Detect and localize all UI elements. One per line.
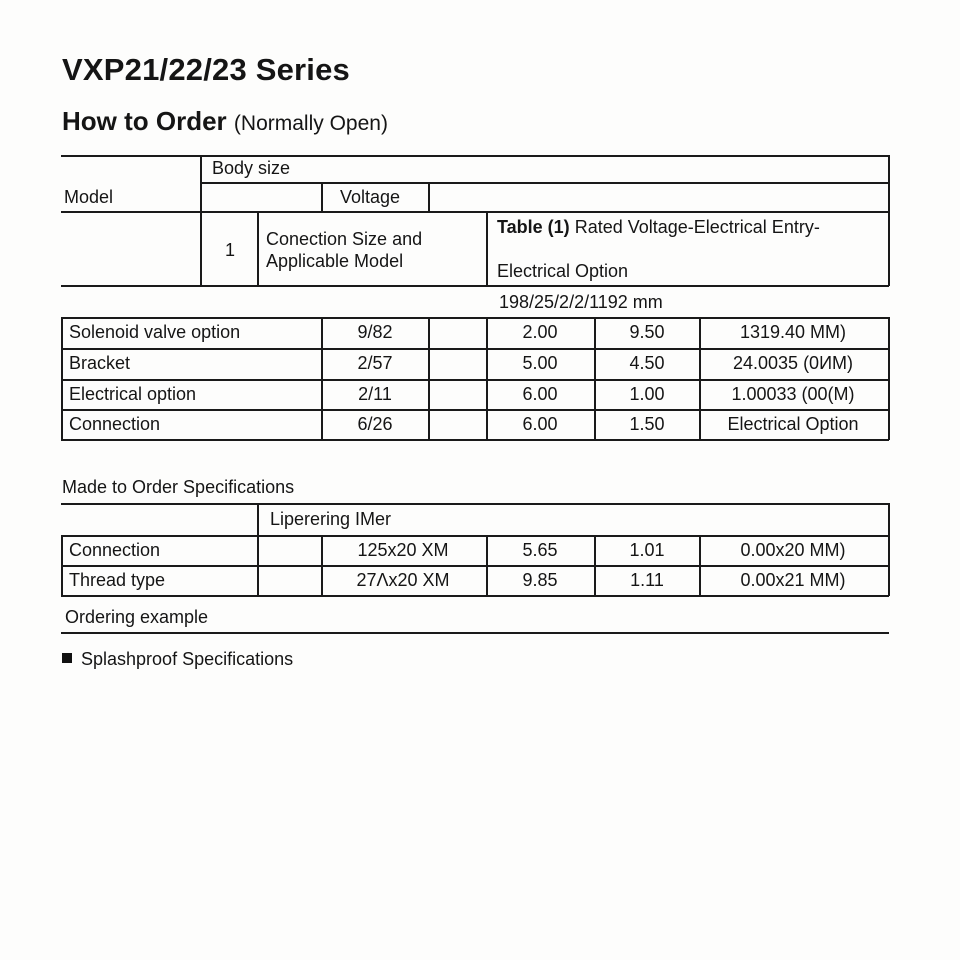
option-value-3: Electrical Option [727, 414, 859, 434]
mto-value-2: 1.01 [629, 540, 665, 560]
option-ratio: 6/26 [357, 414, 393, 434]
options-col-1 [321, 317, 323, 440]
mto-col-4 [594, 535, 596, 596]
ordering-example-rule [61, 632, 889, 634]
options-table-top [61, 317, 889, 319]
option-value-3: 1.00033 (00(M) [731, 384, 855, 404]
page-title: VXP21/22/23 Series [62, 52, 350, 87]
option-ratio: 9/82 [357, 322, 393, 342]
mto-label: Thread type [69, 570, 166, 590]
options-table-bottom [61, 439, 889, 441]
mto-value-3: 0.00x20 MM) [740, 540, 846, 560]
table-ref-electrical-option: Electrical Option [497, 261, 629, 281]
mto-col-0 [61, 535, 63, 596]
options-table-rule-1 [61, 348, 889, 350]
option-value-1: 6.00 [522, 384, 558, 404]
index-cell-right [257, 211, 259, 286]
option-ratio: 2/57 [357, 353, 393, 373]
table-ref-bold: Table (1) [497, 217, 570, 237]
options-col-5 [699, 317, 701, 440]
option-value-2: 4.50 [629, 353, 665, 373]
options-table-rule-3 [61, 409, 889, 411]
mto-table-rule-1 [61, 535, 889, 537]
mto-col-1 [257, 503, 259, 596]
mto-table-bottom [61, 595, 889, 597]
option-value-1: 5.00 [522, 353, 558, 373]
option-label: Solenoid valve option [69, 322, 241, 342]
mto-size: 27Λx20 XM [356, 570, 450, 590]
order-table-top-rule [61, 155, 889, 157]
made-to-order-heading: Made to Order Specifications [62, 477, 295, 497]
option-value-1: 6.00 [522, 414, 558, 434]
mto-value-1: 5.65 [522, 540, 558, 560]
mto-col-6 [888, 503, 890, 596]
section-heading-how-to-order [62, 106, 388, 137]
option-value-1: 2.00 [522, 322, 558, 342]
splashproof-specifications: Splashproof Specifications [81, 649, 294, 669]
voltage-cell-left [321, 182, 323, 212]
options-table-rule-2 [61, 379, 889, 381]
option-label: Bracket [69, 353, 131, 373]
table-ref-rest: Rated Voltage-Electrical Entry- [574, 217, 820, 237]
order-table-rule-model [61, 211, 889, 213]
options-col-2 [428, 317, 430, 440]
how-to-order-label: How to Order [62, 106, 227, 136]
options-col-6 [888, 317, 890, 440]
mto-col-5 [699, 535, 701, 596]
row-index: 1 [225, 240, 236, 260]
connection-cell-right [486, 211, 488, 286]
mto-table-rule-2 [61, 565, 889, 567]
mto-value-1: 9.85 [522, 570, 558, 590]
options-col-0 [61, 317, 63, 440]
table-ref-text [497, 216, 837, 238]
option-value-2: 1.50 [629, 414, 665, 434]
square-bullet-icon [62, 653, 72, 663]
options-col-3 [486, 317, 488, 440]
option-ratio: 2/11 [358, 384, 392, 404]
voltage-cell-right [428, 182, 430, 212]
normally-open-label: (Normally Open) [233, 112, 388, 135]
mto-value-3: 0.00x21 MM) [740, 570, 846, 590]
mto-value-2: 1.11 [630, 570, 664, 590]
order-table-col-divider [200, 155, 202, 286]
mto-table-top [61, 503, 889, 505]
model-label: Model [64, 187, 114, 207]
option-value-2: 1.00 [629, 384, 665, 404]
option-value-2: 9.50 [629, 322, 665, 342]
mto-col-3 [486, 535, 488, 596]
option-value-3: 1319.40 MM) [739, 322, 847, 342]
order-table-right-edge [888, 155, 890, 286]
order-table-rule-bottom [61, 285, 889, 287]
ordering-example-heading: Ordering example [65, 607, 209, 627]
voltage-label: Voltage [339, 187, 401, 207]
mto-label: Connection [69, 540, 161, 560]
option-label: Electrical option [69, 384, 197, 404]
options-col-4 [594, 317, 596, 440]
order-table-rule-body-size [201, 182, 889, 184]
body-size-label: Body size [212, 158, 291, 178]
mto-size: 125x20 XM [357, 540, 449, 560]
dimension-text: 198/25/2/2/1192 mm [499, 292, 663, 312]
mto-col-2 [321, 535, 323, 596]
mto-header-cell: Liperering IMer [270, 509, 392, 529]
option-value-3: 24.0035 (0ИM) [733, 353, 853, 373]
option-label: Connection [69, 414, 161, 434]
connection-size-text: Conection Size and Applicable Model [266, 229, 423, 271]
